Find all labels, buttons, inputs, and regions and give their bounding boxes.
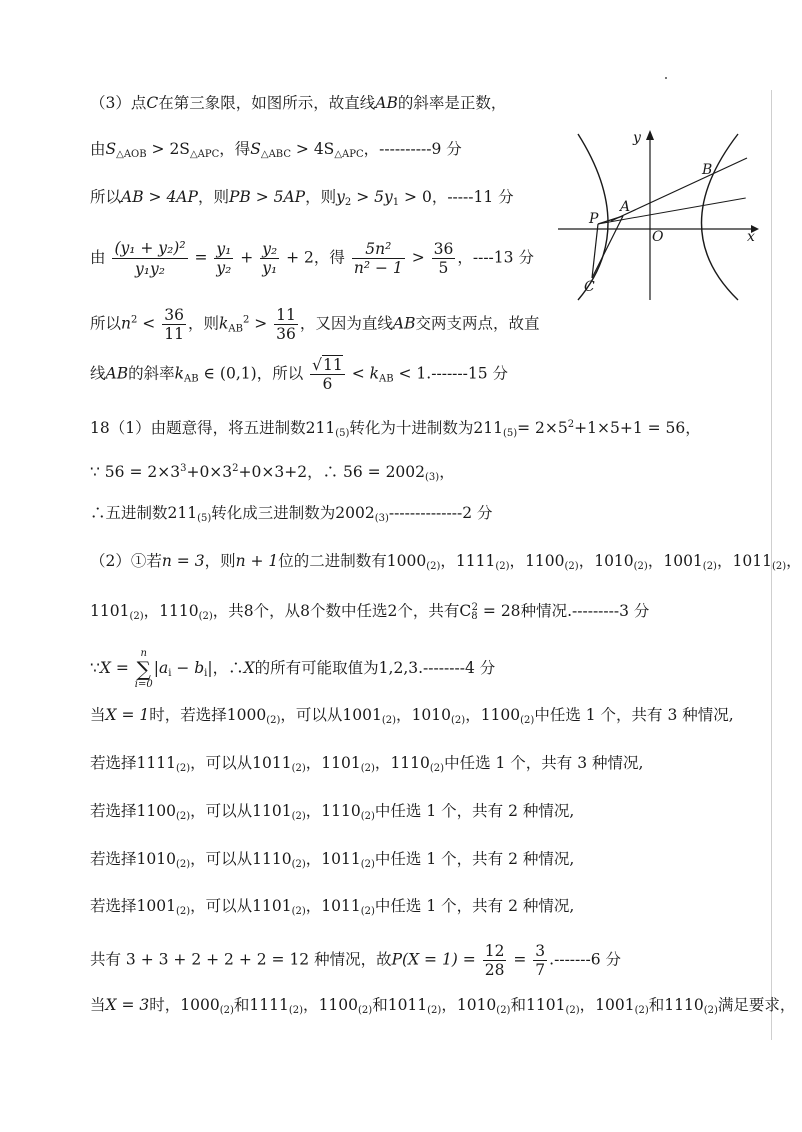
line-probability-X1: 共有 3 + 3 + 2 + 2 + 2 = 12 种情况，故P(X = 1) = $\frac{12}{28}$ = $\frac{3}{7}$ .-------6 分 <box>90 942 622 979</box>
line-AB <box>611 158 747 221</box>
line-n-squared-bound: 所以$n^2$ < $\frac{36}{11}$ ，则$k_{AB}^2$ > $\frac{11}{36}$ ，又因为直线AB交两支两点，故直 <box>90 306 540 343</box>
line-X1-case1: 当X = 1时，若选择$1000_{(2)}$，可以从$1001_{(2)}$，$1010_{(2)}$，$1100_{(2)}$中任选 1 个，共有 3 种情况, <box>90 706 734 726</box>
fraction: $\frac{\text{(y₁ + y₂)²}}{\text{y₁y₂}}$ <box>114 239 186 278</box>
hyperbola-right-branch <box>702 134 739 300</box>
line-base3-result: ∴五进制数$211_{(5)}$转化成三进制数为$2002_{(3)}--------------2$ 分 <box>90 504 493 524</box>
line-area-inequality: 由$S_{\triangle AOB} > 2S_{\triangle APC}$，得$S_{\triangle ABC} > 4S_{\triangle APC}$，----------9 分 <box>90 140 462 160</box>
line-X3-case: 当X = 3时，$1000_{(2)}$和$1111_{(2)}$，$1100_{(2)}$和$1011_{(2)}$，$1010_{(2)}$和$1101_{(2)}$，$1001_{(2)}$和$1110_{(2)}$满足要求， <box>90 996 796 1016</box>
line-length-inequality: 所以AB > 4AP，则PB > 5AP，则$y_2 > 5y_1 > 0$，-----11 分 <box>90 188 514 208</box>
line-X1-case3: 若选择$1100_{(2)}$，可以从$1101_{(2)}$，$1110_{(2)}$中任选 1 个，共有 2 种情况, <box>90 802 575 822</box>
fraction: $\frac{11}{36}$ <box>276 306 296 343</box>
y-axis-arrow-icon <box>646 130 654 140</box>
fraction: $\frac{√11}{6}$ <box>312 356 343 393</box>
fraction: $\frac{36}{11}$ <box>164 306 184 343</box>
fraction: $\frac{3}{7}$ <box>535 942 546 979</box>
fraction: $\frac{12}{28}$ <box>484 942 505 979</box>
label-C: C <box>584 279 595 295</box>
hyperbola-figure <box>553 128 763 303</box>
line-18-part1: 18（1）由题意得，将五进制数$211_{(5)}$转化为十进制数为$211_{(5)}= 2\times 5^2+1\times 5+1 = 56$， <box>90 419 701 439</box>
label-P: P <box>589 211 599 227</box>
line-part3-intro: （3）点C在第三象限，如图所示，故直线AB的斜率是正数， <box>90 94 507 112</box>
line-X-definition: ∵X = n ∑ $i=0|a_i - b_i|$，∴X的所有可能取值为1,2,3.--------4 分 <box>90 648 496 690</box>
fraction: $\frac{36}{5}$ <box>433 240 454 277</box>
label-A: A <box>620 199 631 215</box>
line-slope-range: 线AB的斜率$k_{AB}$ ∈ (0,1)，所以 $\frac{√11}{6}$ < $k_{AB} < 1.-------15$ 分 <box>90 356 509 393</box>
line-fraction-equation: 由 $\frac{\text{(y₁ + y₂)²}}{\text{y₁y₂}}$ = $\frac{\text{y₁}}{\text{y₂}}$ + $\frac{\text{y₂}}{\text{y₁}}$ + 2，得 $\frac{\text{5n²}}{\text{n² − 1}}$ > $\frac{36}{5}$ ，----13 分 <box>90 239 534 278</box>
label-x: x <box>747 229 755 245</box>
line-X1-case2: 若选择$1111_{(2)}$，可以从$1011_{(2)}$，$1101_{(2)}$，$1110_{(2)}$中任选 1 个，共有 3 种情况, <box>90 754 644 774</box>
summation: n ∑ i=0 <box>134 648 153 690</box>
fraction: $\frac{\text{y₂}}{\text{y₁}}$ <box>262 240 278 277</box>
label-O: O <box>652 229 664 245</box>
fraction: $\frac{\text{y₁}}{\text{y₂}}$ <box>216 240 232 277</box>
scan-speck <box>665 77 667 79</box>
line-binary-count: $1101_{(2)}$，$1110_{(2)}$，共8个，从8个数中任选2个，共有$C_8^2 = 28$种情况.---------3 分 <box>90 602 650 622</box>
fraction: $\frac{\text{5n²}}{\text{n² − 1}}$ <box>353 240 403 277</box>
line-18-part2: （2）①若n = 3，则n + 1位的二进制数有$1000_{(2)}$，$1111_{(2)}$，$1100_{(2)}$，$1010_{(2)}$，$1001_{(2)}$，$1011_{(2)}$， <box>90 552 802 572</box>
line-X1-case5: 若选择$1001_{(2)}$，可以从$1101_{(2)}$，$1011_{(2)}$中任选 1 个，共有 2 种情况, <box>90 897 575 917</box>
label-y: y <box>633 130 641 146</box>
line-X1-case4: 若选择$1010_{(2)}$，可以从$1110_{(2)}$，$1011_{(2)}$中任选 1 个，共有 2 种情况, <box>90 850 575 870</box>
line-base3-expansion: ∵ $56 = 2\times 3^3+0\times 3^2+0\times 3+2$，∴ $56 = 2002_{(3)}$， <box>90 463 455 483</box>
label-B: B <box>702 162 713 178</box>
